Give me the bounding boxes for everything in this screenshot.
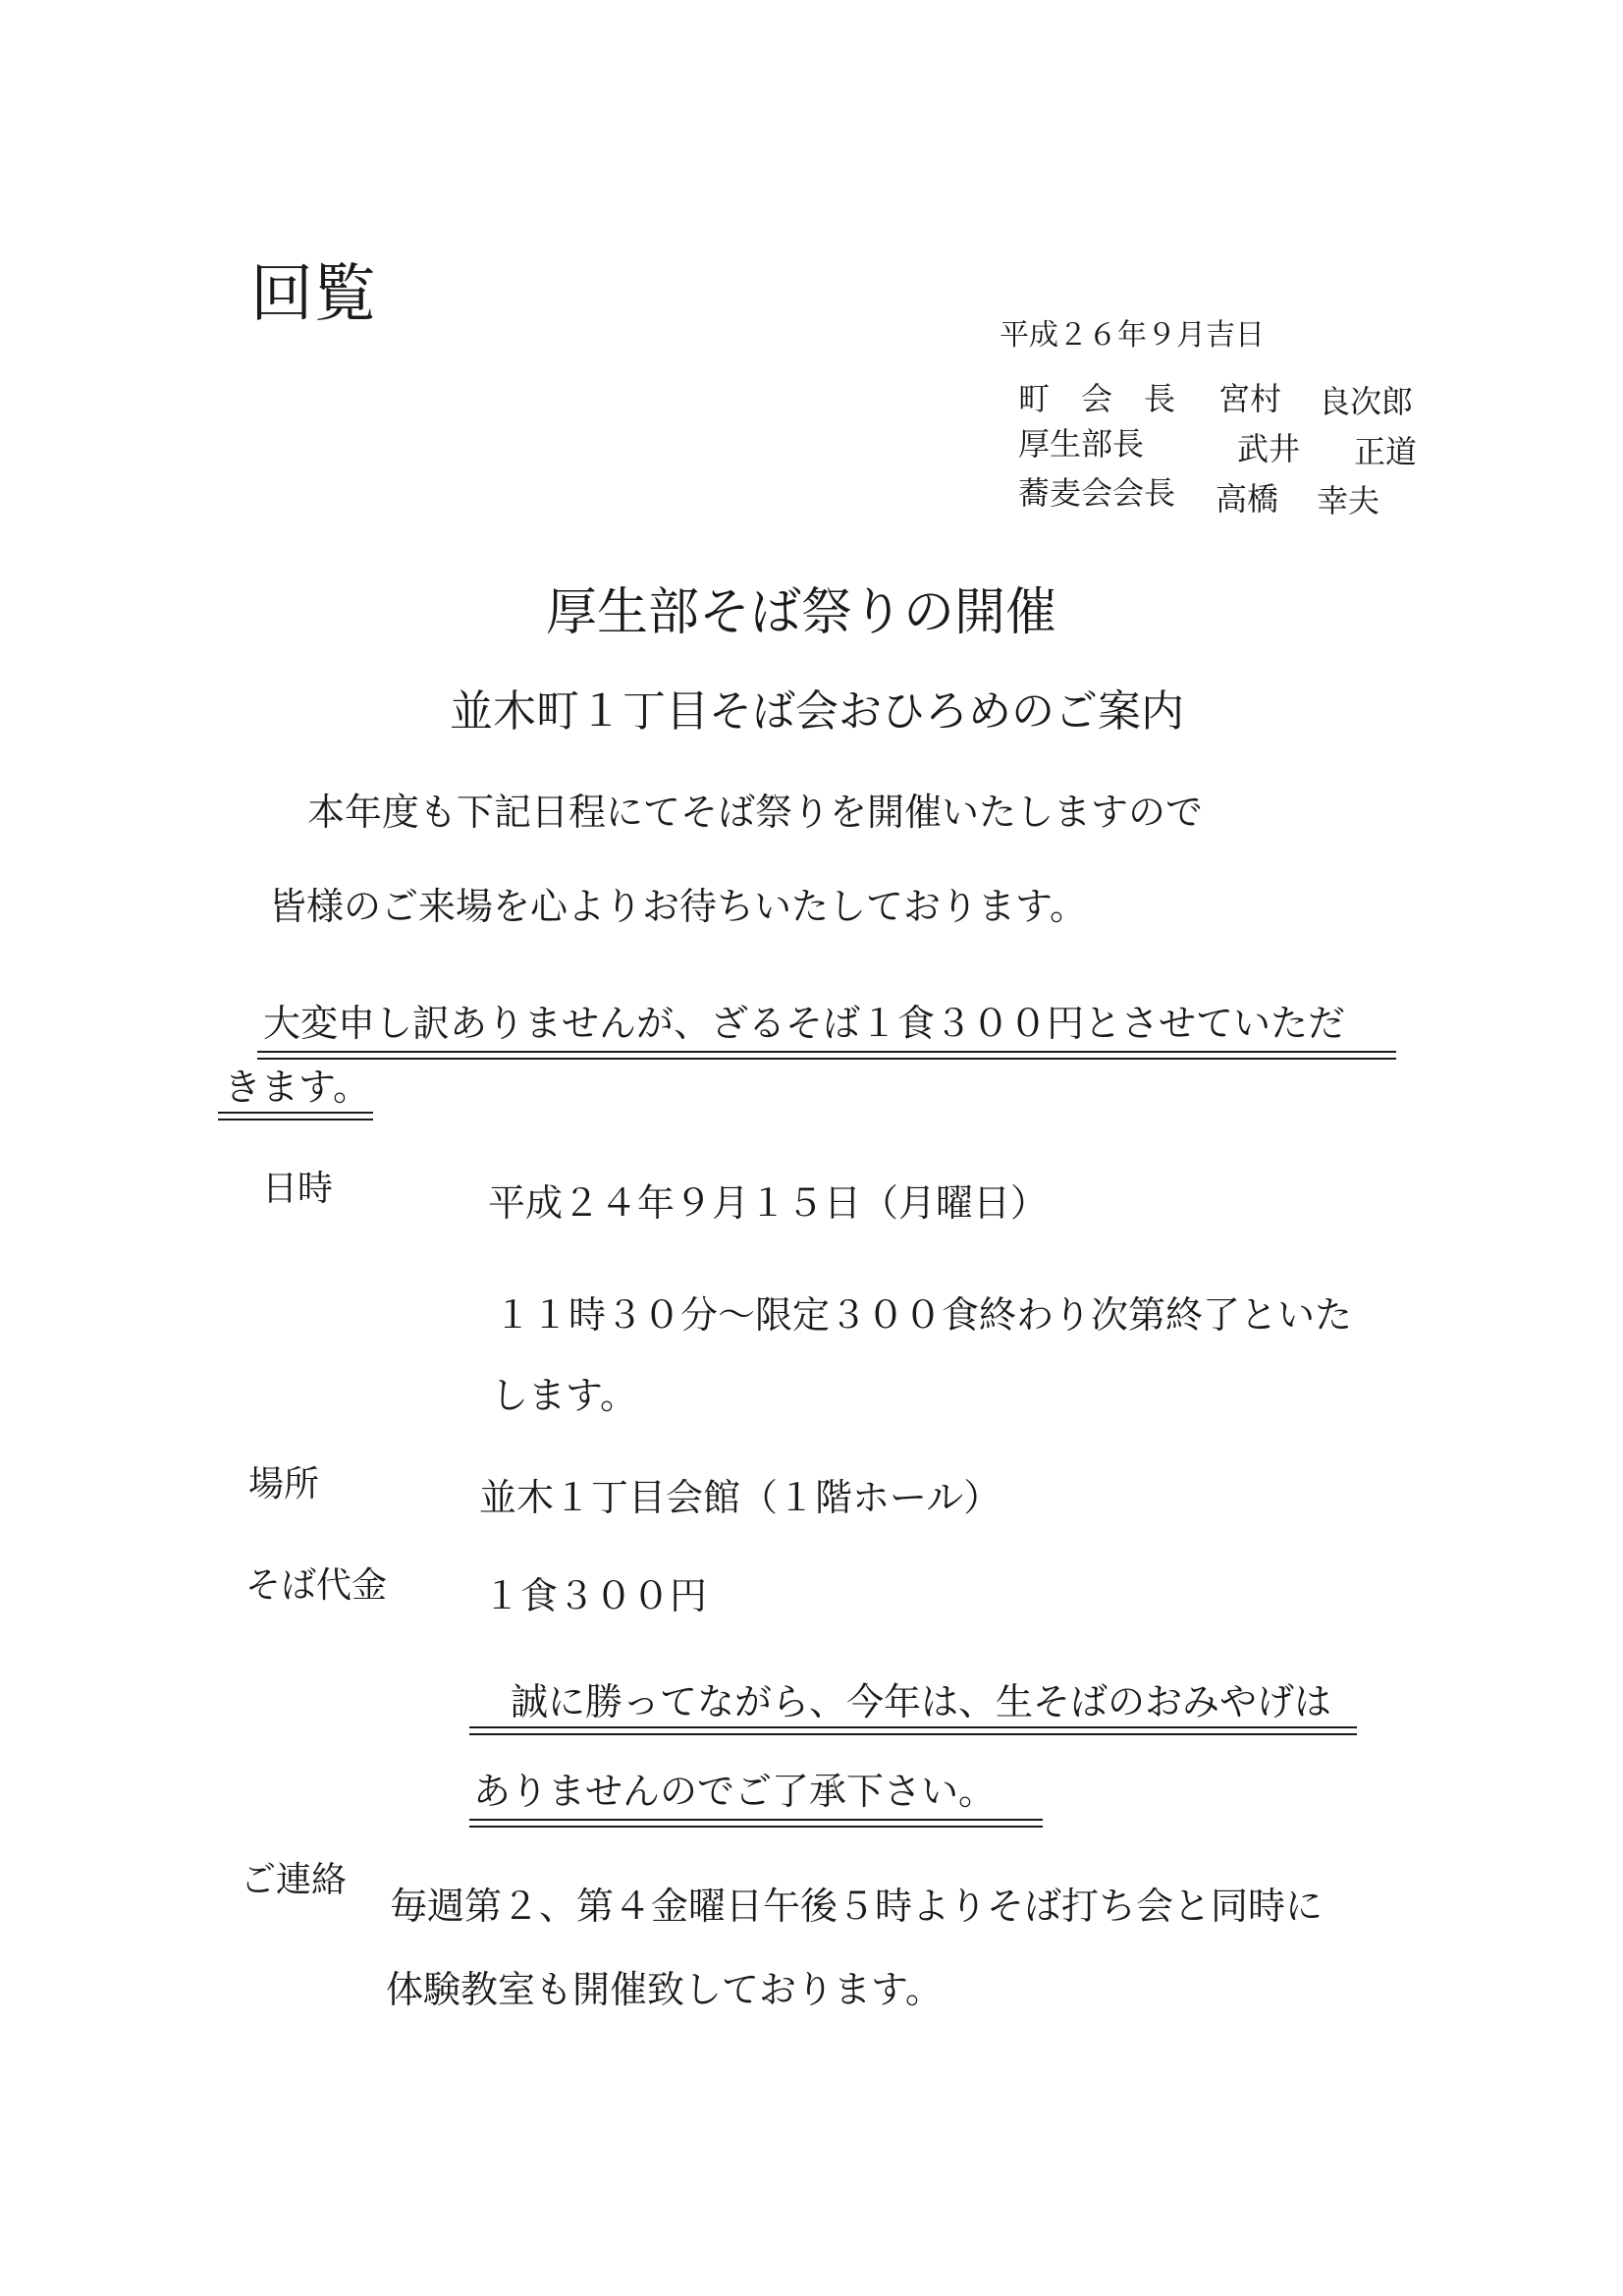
datetime-value: します。 [491,1374,637,1417]
signatory-surname: 宮村 [1218,380,1282,417]
page-heading: 回覧 [250,258,376,331]
price-notice-line: 大変申し訳ありませんが、ざるそば１食３００円とさせていただ [263,1002,1346,1045]
signatory-surname: 武井 [1237,430,1301,467]
issue-date: 平成２６年９月吉日 [1000,318,1265,353]
contact-value: 体験教室も開催致しております。 [386,1968,943,2011]
signatory-role: 厚生部長 [1018,425,1145,463]
datetime-label: 日時 [262,1169,334,1209]
signatory-given-name: 正道 [1354,433,1418,470]
price-label: そば代金 [245,1565,388,1606]
price-note-underline [469,1826,1043,1828]
signatory-role: 町 会 長 [1018,380,1176,417]
signatory-role: 蕎麦会会長 [1018,474,1176,512]
intro-line: 本年度も下記日程にてそば祭りを開催いたしますので [307,791,1204,834]
place-value: 並木１丁目会館（１階ホール） [479,1476,1001,1519]
price-value: １食３００円 [483,1574,708,1617]
document-subtitle: 並木町１丁目そば会おひろめのご案内 [450,686,1184,737]
price-note-underline [469,1733,1357,1735]
signatory-surname: 高橋 [1216,480,1279,518]
notice-underline [218,1119,373,1121]
price-note-line: 誠に勝ってながら、今年は、生そばのおみやげは [511,1680,1332,1723]
contact-value: 毎週第２、第４金曜日午後５時よりそば打ち会と同時に [390,1885,1324,1928]
document-title: 厚生部そば祭りの開催 [546,583,1057,642]
notice-underline [257,1051,1396,1053]
signatory-given-name: 良次郎 [1319,383,1414,420]
price-note-line: ありませんのでご了承下さい。 [473,1770,997,1813]
notice-underline [257,1058,1396,1060]
signatory-given-name: 幸夫 [1317,482,1380,519]
price-note-underline [469,1726,1357,1728]
price-notice-line: きます。 [224,1066,370,1109]
notice-underline [218,1112,373,1114]
place-label: 場所 [248,1464,320,1504]
price-note-underline [469,1819,1043,1821]
datetime-value: １１時３０分～限定３００食終わり次第終了といた [494,1293,1353,1337]
contact-label: ご連絡 [241,1860,348,1900]
datetime-value: 平成２４年９月１５日（月曜日） [488,1181,1049,1225]
intro-line: 皆様のご来場を心よりお待ちいたしております。 [269,885,1087,928]
